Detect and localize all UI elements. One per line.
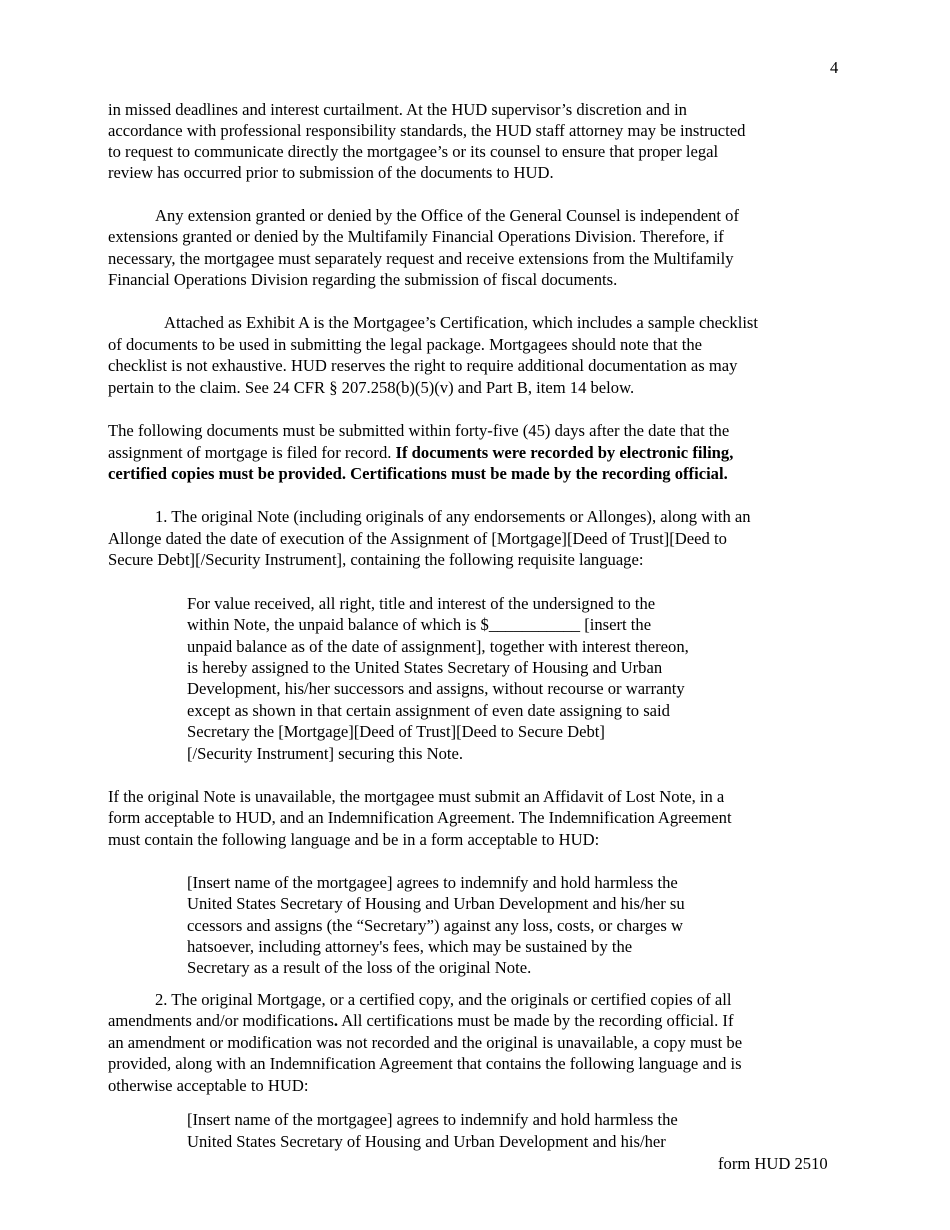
paragraph-line: If the original Note is unavailable, the mortgagee must submit an Affidavit of Lost Note, in a <box>108 787 725 806</box>
blockquote-line: unpaid balance as of the date of assignment], together with interest thereon, <box>187 637 689 656</box>
plain-text: assignment of mortgage is filed for record. <box>108 443 396 462</box>
paragraph-line: Any extension granted or denied by the Office of the General Counsel is independent of <box>155 206 739 225</box>
paragraph-line: must contain the following language and be in a form acceptable to HUD: <box>108 830 600 849</box>
paragraph-line: in missed deadlines and interest curtailment. At the HUD supervisor’s discretion and in <box>108 100 687 119</box>
blockquote-line: ccessors and assigns (the “Secretary”) against any loss, costs, or charges w <box>187 916 683 935</box>
list-item-line <box>108 1011 733 1031</box>
form-footer: form HUD 2510 <box>718 1154 828 1173</box>
plain-text: amendments and/or modifications <box>108 1011 334 1030</box>
paragraph-line: of documents to be used in submitting the legal package. Mortgagees should note that the <box>108 335 703 354</box>
paragraph-line: Attached as Exhibit A is the Mortgagee’s Certification, which includes a sample checklist <box>164 313 758 332</box>
paragraph-line: necessary, the mortgagee must separately request and receive extensions from the Multifamily <box>108 249 734 268</box>
plain-text: All certifications must be made by the recording official. If <box>337 1011 734 1030</box>
blockquote-line: For value received, all right, title and interest of the undersigned to the <box>187 594 656 613</box>
list-item-line: 2. The original Mortgage, or a certified copy, and the originals or certified copies of all <box>155 990 732 1009</box>
bold-text: If documents were recorded by electronic filing, <box>395 443 734 462</box>
list-item-line: Secure Debt][/Security Instrument], containing the following requisite language: <box>108 550 644 569</box>
blockquote-line: except as shown in that certain assignment of even date assigning to said <box>187 701 670 720</box>
list-item-line: otherwise acceptable to HUD: <box>108 1076 309 1095</box>
bold-paragraph-line: certified copies must be provided. Certifications must be made by the recording official. <box>108 464 728 483</box>
list-item-line: an amendment or modification was not recorded and the original is unavailable, a copy must be <box>108 1033 743 1052</box>
blockquote-line: within Note, the unpaid balance of which is $___________ [insert the <box>187 615 652 634</box>
paragraph-line: checklist is not exhaustive. HUD reserves the right to require additional documentation as may <box>108 356 738 375</box>
paragraph-line: review has occurred prior to submission of the documents to HUD. <box>108 163 554 182</box>
blockquote-line: [/Security Instrument] securing this Note. <box>187 744 464 763</box>
list-item-line: provided, along with an Indemnification Agreement that contains the following language and is <box>108 1054 742 1073</box>
blockquote-line: is hereby assigned to the United States Secretary of Housing and Urban <box>187 658 663 677</box>
blockquote-line: United States Secretary of Housing and Urban Development and his/her <box>187 1132 666 1151</box>
paragraph-line: The following documents must be submitted within forty-five (45) days after the date that the <box>108 421 730 440</box>
list-item-line: 1. The original Note (including originals of any endorsements or Allonges), along with an <box>155 507 751 526</box>
paragraph-line: to request to communicate directly the mortgagee’s or its counsel to ensure that proper legal <box>108 142 719 161</box>
blockquote-line: Secretary the [Mortgage][Deed of Trust][Deed to Secure Debt] <box>187 722 605 741</box>
paragraph-line: accordance with professional responsibility standards, the HUD staff attorney may be instructed <box>108 121 746 140</box>
paragraph-line: pertain to the claim. See 24 CFR § 207.258(b)(5)(v) and Part B, item 14 below. <box>108 378 635 397</box>
blockquote-line: United States Secretary of Housing and Urban Development and his/her su <box>187 894 685 913</box>
list-item-line: Allonge dated the date of execution of the Assignment of [Mortgage][Deed of Trust][Deed to <box>108 529 727 548</box>
blockquote-line: [Insert name of the mortgagee] agrees to indemnify and hold harmless the <box>187 1110 678 1129</box>
paragraph-line: Financial Operations Division regarding the submission of fiscal documents. <box>108 270 618 289</box>
blockquote-line: Secretary as a result of the loss of the original Note. <box>187 958 532 977</box>
blockquote-line: hatsoever, including attorney's fees, which may be sustained by the <box>187 937 633 956</box>
blockquote-line: Development, his/her successors and assigns, without recourse or warranty <box>187 679 685 698</box>
paragraph-line: extensions granted or denied by the Multifamily Financial Operations Division. Therefore, if <box>108 227 724 246</box>
paragraph-line: form acceptable to HUD, and an Indemnification Agreement. The Indemnification Agreement <box>108 808 732 827</box>
bold-period: . <box>333 1011 338 1030</box>
page-number: 4 <box>830 58 839 77</box>
blockquote-line: [Insert name of the mortgagee] agrees to indemnify and hold harmless the <box>187 873 678 892</box>
paragraph-line <box>108 443 733 463</box>
